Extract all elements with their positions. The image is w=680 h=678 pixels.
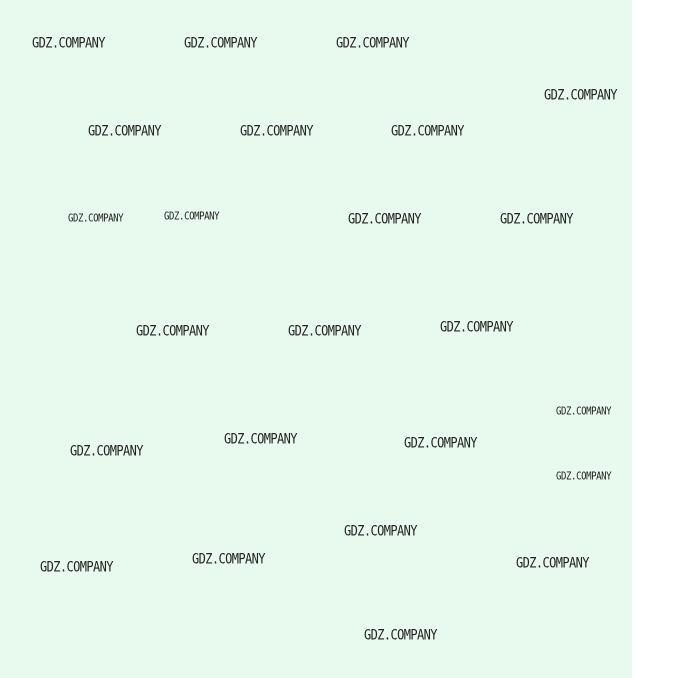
watermark-text: GDZ.COMPANY bbox=[70, 442, 143, 460]
watermark-text: GDZ.COMPANY bbox=[224, 430, 297, 448]
watermark-text: GDZ.COMPANY bbox=[336, 34, 409, 52]
watermark-text: GDZ.COMPANY bbox=[136, 322, 209, 340]
watermark-text: GDZ.COMPANY bbox=[556, 471, 612, 483]
watermark-text: GDZ.COMPANY bbox=[40, 558, 113, 576]
watermark-text: GDZ.COMPANY bbox=[364, 626, 437, 644]
watermark-text: GDZ.COMPANY bbox=[556, 406, 612, 418]
watermark-text: GDZ.COMPANY bbox=[544, 86, 617, 104]
watermark-text: GDZ.COMPANY bbox=[404, 434, 477, 452]
watermark-text: GDZ.COMPANY bbox=[164, 211, 220, 223]
watermark-text: GDZ.COMPANY bbox=[68, 213, 124, 225]
watermark-text: GDZ.COMPANY bbox=[88, 122, 161, 140]
watermark-text: GDZ.COMPANY bbox=[391, 122, 464, 140]
watermark-text: GDZ.COMPANY bbox=[288, 322, 361, 340]
watermark-text: GDZ.COMPANY bbox=[500, 210, 573, 228]
watermark-text: GDZ.COMPANY bbox=[192, 550, 265, 568]
watermark-text: GDZ.COMPANY bbox=[184, 34, 257, 52]
watermark-text: GDZ.COMPANY bbox=[32, 34, 105, 52]
watermark-text: GDZ.COMPANY bbox=[344, 522, 417, 540]
watermark-text: GDZ.COMPANY bbox=[240, 122, 313, 140]
watermark-text: GDZ.COMPANY bbox=[348, 210, 421, 228]
watermark-text: GDZ.COMPANY bbox=[516, 554, 589, 572]
watermark-text: GDZ.COMPANY bbox=[440, 318, 513, 336]
